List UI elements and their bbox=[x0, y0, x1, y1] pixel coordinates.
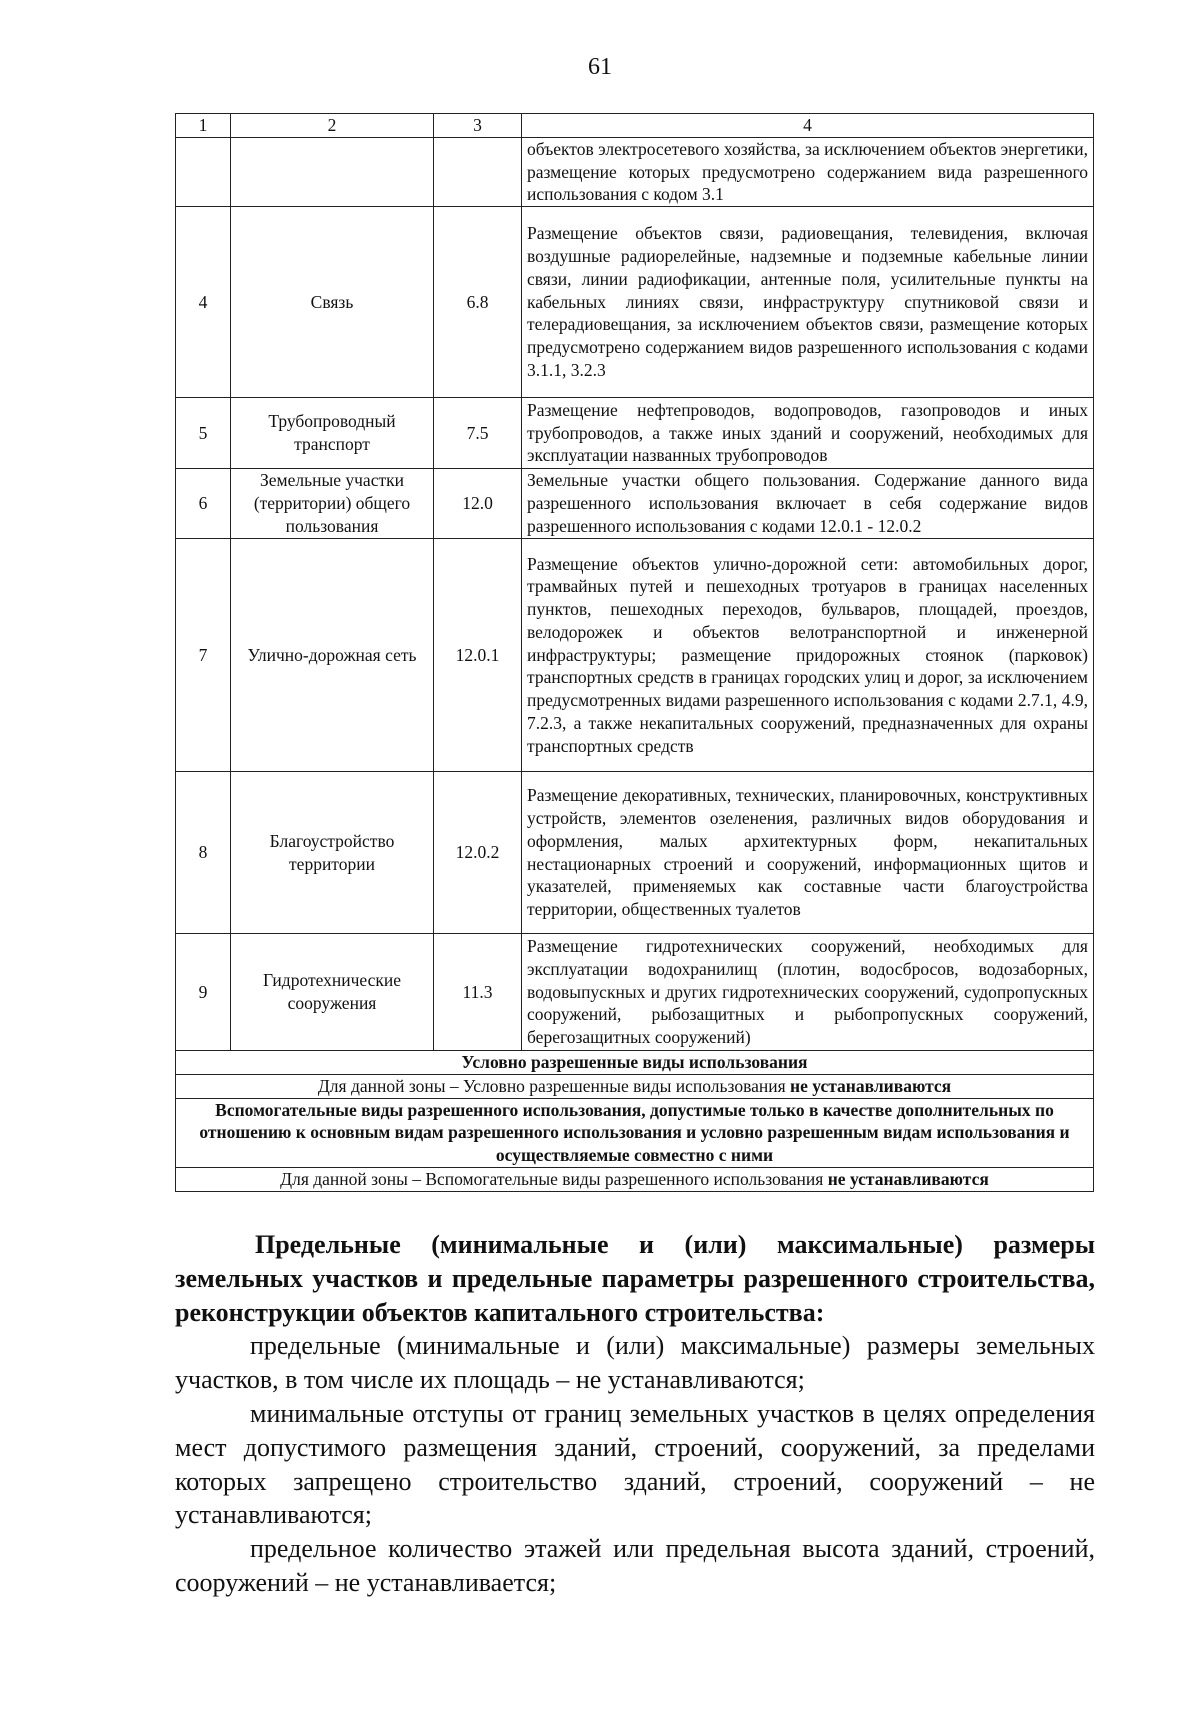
cell-num: 9 bbox=[176, 934, 231, 1051]
auxiliary-use-heading: Вспомогательные виды разрешенного использования, допустимые только в качестве дополнительных по отношению к основным видам разрешенного использования и условно разрешенным видам использования и осуществляемые совместно с ними bbox=[176, 1098, 1094, 1167]
cell-num: 7 bbox=[176, 539, 231, 772]
conditional-use-heading: Условно разрешенные виды использования bbox=[176, 1051, 1094, 1075]
cell-description: объектов электросетевого хозяйства, за исключением объектов энергетики, размещение которых предусмотрено содержанием вида разрешенного использования с кодом 3.1 bbox=[522, 137, 1094, 206]
table-row bbox=[176, 469, 1094, 539]
cell-num: 6 bbox=[176, 469, 231, 539]
cell-code: 7.5 bbox=[434, 398, 522, 469]
conditional-heading-row bbox=[176, 1051, 1094, 1075]
page-number: 61 bbox=[588, 54, 612, 80]
cell-name: Связь bbox=[231, 207, 434, 398]
cell-num: 8 bbox=[176, 772, 231, 934]
cell-description: Размещение нефтепроводов, водопроводов, газопроводов и иных трубопроводов, а также иных зданий и сооружений, необходимых для эксплуатации названных трубопроводов bbox=[522, 398, 1094, 469]
auxiliary-note-bold: не устанавливаются bbox=[827, 1168, 989, 1189]
paragraph: предельные (минимальные и (или) максимальные) размеры земельных участков, в том числе их площадь – не устанавливаются; bbox=[175, 1331, 1095, 1395]
auxiliary-note-text: Для данной зоны – Вспомогательные виды разрешенного использования bbox=[280, 1168, 824, 1189]
column-header: 4 bbox=[522, 114, 1094, 138]
table-row bbox=[176, 772, 1094, 934]
auxiliary-heading-row bbox=[176, 1098, 1094, 1167]
cell-code: 12.0.1 bbox=[434, 539, 522, 772]
cell-code: 6.8 bbox=[434, 207, 522, 398]
cell-name: Благоустройство территории bbox=[231, 772, 434, 934]
cell-name: Земельные участки (территории) общего пользования bbox=[231, 469, 434, 539]
paragraph: предельное количество этажей или предельная высота зданий, строений, сооружений – не устанавливается; bbox=[175, 1534, 1095, 1597]
column-header: 1 bbox=[176, 114, 231, 138]
conditional-note-text: Для данной зоны – Условно разрешенные виды использования bbox=[317, 1075, 786, 1096]
section-heading: Предельные (минимальные и (или) максимальные) размеры земельных участков и предельные параметры разрешенного строительства, реконструкции объектов капитального строительства: bbox=[175, 1230, 1095, 1327]
cell-description: Размещение объектов улично-дорожной сети: автомобильных дорог, трамвайных путей и пешеходных тротуаров в границах населенных пунктов, пешеходных переходов, бульваров, площадей, проездов, велодорожек и объектов велотранспортной и инженерной инфраструктуры; размещение придорожных стоянок (парковок) транспортных средств в границах городских улиц и дорог, за исключением предусмотренных видами разрешенного использования с кодами 2.7.1, 4.9, 7.2.3, а также некапитальных сооружений, предназначенных для охраны транспортных средств bbox=[522, 539, 1094, 772]
column-header: 3 bbox=[434, 114, 522, 138]
cell-description: Размещение гидротехнических сооружений, необходимых для эксплуатации водохранилищ (плотин, водосбросов, водозаборных, водовыпускных и других гидротехнических сооружений, судопропускных сооружений, рыбозащитных и рыбопропускных сооружений, берегозащитных сооружений) bbox=[522, 934, 1094, 1051]
table-header-row bbox=[176, 114, 1094, 138]
table-row bbox=[176, 207, 1094, 398]
land-use-table bbox=[175, 113, 1094, 1192]
conditional-note-bold: не устанавливаются bbox=[790, 1075, 952, 1096]
conditional-note-row bbox=[176, 1074, 1094, 1098]
table-row bbox=[176, 539, 1094, 772]
cell-num bbox=[176, 137, 231, 206]
cell-description: Размещение декоративных, технических, планировочных, конструктивных устройств, элементов озеленения, различных видов оборудования и оформления, малых архитектурных форм, некапитальных нестационарных строений и сооружений, информационных щитов и указателей, применяемых как составные части благоустройства территории, общественных туалетов bbox=[522, 772, 1094, 934]
cell-num: 4 bbox=[176, 207, 231, 398]
cell-name bbox=[231, 137, 434, 206]
auxiliary-note-row bbox=[176, 1167, 1094, 1191]
table-row bbox=[176, 934, 1094, 1051]
cell-code bbox=[434, 137, 522, 206]
column-header: 2 bbox=[231, 114, 434, 138]
auxiliary-use-note bbox=[176, 1167, 1094, 1191]
paragraph: минимальные отступы от границ земельных участков в целях определения мест допустимого размещения зданий, строений, сооружений, за пределами которых запрещено строительство зданий, строений, сооружений – не устанавливаются; bbox=[175, 1398, 1095, 1530]
cell-name: Трубопроводный транспорт bbox=[231, 398, 434, 469]
cell-code: 12.0.2 bbox=[434, 772, 522, 934]
cell-name: Гидротехнические сооружения bbox=[231, 934, 434, 1051]
table-row-continuation bbox=[176, 137, 1094, 206]
cell-code: 12.0 bbox=[434, 469, 522, 539]
table-row bbox=[176, 398, 1094, 469]
cell-code: 11.3 bbox=[434, 934, 522, 1051]
section-body bbox=[175, 1228, 1095, 1600]
cell-num: 5 bbox=[176, 398, 231, 469]
cell-name: Улично-дорожная сеть bbox=[231, 539, 434, 772]
cell-description: Размещение объектов связи, радиовещания, телевидения, включая воздушные радиорелейные, надземные и подземные кабельные линии связи, линии радиофикации, антенные поля, усилительные пункты на кабельных линиях связи, инфраструктуру спутниковой связи и телерадиовещания, за исключением объектов связи, размещение которых предусмотрено содержанием видов разрешенного использования с кодами 3.1.1, 3.2.3 bbox=[522, 207, 1094, 398]
conditional-use-note bbox=[176, 1074, 1094, 1098]
cell-description: Земельные участки общего пользования. Содержание данного вида разрешенного использования включает в себя содержание видов разрешенного использования с кодами 12.0.1 - 12.0.2 bbox=[522, 469, 1094, 539]
